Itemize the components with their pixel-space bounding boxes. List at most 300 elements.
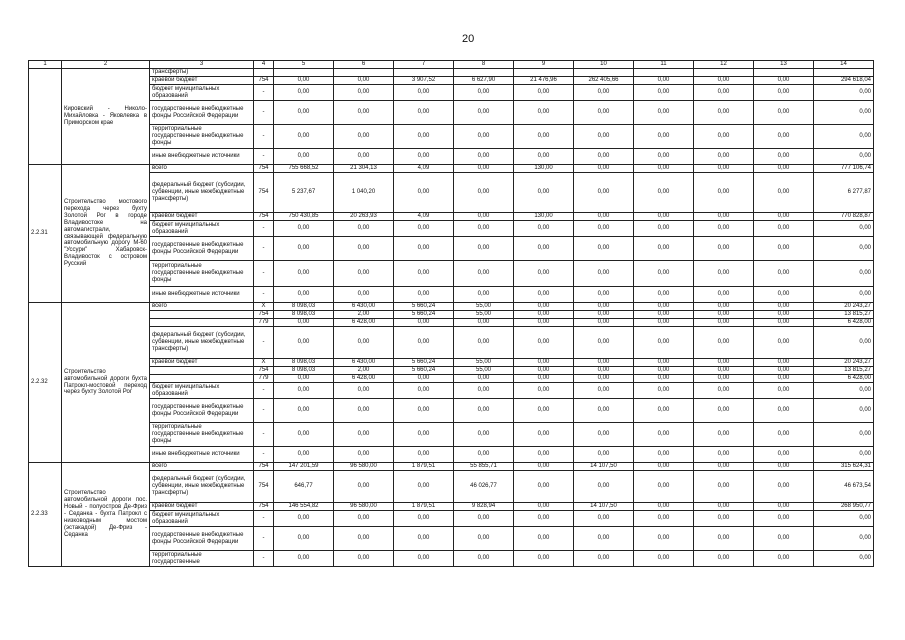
funding-source-text: федеральный бюджет (субсидии, субвенции, иные межбюджетные трансферты) <box>152 182 246 202</box>
funding-source-cell <box>150 375 254 383</box>
value-cell: 0,00 <box>274 423 334 447</box>
table-row <box>29 551 874 567</box>
value-cell: 55,00 <box>454 311 514 319</box>
value-cell: 0,00 <box>754 85 814 101</box>
value-cell: 146 554,82 <box>274 503 334 511</box>
value-cell: 0,00 <box>454 383 514 399</box>
value-cell: 0,00 <box>634 77 694 85</box>
value-cell: 0,00 <box>694 125 754 149</box>
value-cell: 0,00 <box>274 237 334 261</box>
value-cell: 1 879,51 <box>394 463 454 471</box>
value-cell: 0,00 <box>754 311 814 319</box>
funding-source-cell <box>150 383 254 399</box>
budget-code-cell: 779 <box>254 319 274 327</box>
value-cell: 0,00 <box>754 319 814 327</box>
value-cell: 0,00 <box>274 287 334 303</box>
value-cell: 0,00 <box>454 125 514 149</box>
item-name-text: Строительство автомобильной дороги пос. Новый - полуостров Де-Фриз - Седанка - бухта Патрокл с низководным мостом (эстакадой) Де-Фриз - Седанка <box>64 490 147 538</box>
value-cell: 0,00 <box>574 511 634 527</box>
value-cell: 777 106,74 <box>814 165 874 173</box>
value-cell: 0,00 <box>634 383 694 399</box>
value-cell: 0,00 <box>454 423 514 447</box>
table-row <box>29 77 874 85</box>
value-cell: 0,00 <box>454 527 514 551</box>
item-name-text: Кировский - Николо-Михайловка - Яковлевка в Приморском крае <box>64 106 147 126</box>
value-cell: 0,00 <box>754 359 814 367</box>
value-cell: 0,00 <box>514 503 574 511</box>
value-cell: 0,00 <box>514 287 574 303</box>
table-row <box>29 367 874 375</box>
value-cell: 0,00 <box>514 463 574 471</box>
value-cell: 96 580,00 <box>334 463 394 471</box>
value-cell: 0,00 <box>574 261 634 287</box>
funding-source-text: иные внебюджетные источники <box>152 451 240 458</box>
value-cell <box>814 69 874 77</box>
value-cell: 0,00 <box>814 149 874 165</box>
value-cell: 5 660,24 <box>394 367 454 375</box>
value-cell: 755 668,52 <box>274 165 334 173</box>
value-cell: 0,00 <box>394 447 454 463</box>
value-cell: 0,00 <box>454 447 514 463</box>
header-cell: 3 <box>150 61 254 69</box>
funding-source-text: иные внебюджетные источники <box>152 291 240 298</box>
value-cell: 0,00 <box>634 447 694 463</box>
value-cell: 5 660,24 <box>394 359 454 367</box>
budget-code-cell: - <box>254 511 274 527</box>
value-cell <box>454 69 514 77</box>
value-cell: 0,00 <box>454 399 514 423</box>
header-cell: 6 <box>334 61 394 69</box>
item-code-cell: 2.2.33 <box>29 463 62 567</box>
value-cell: 0,00 <box>574 213 634 221</box>
table-row <box>29 359 874 367</box>
budget-table <box>28 60 874 567</box>
item-name-text: Строительство автомобильной дороги бухта Патрокл-мостовой переход через бухту Золотой Рог <box>64 368 147 396</box>
value-cell: 0,00 <box>694 213 754 221</box>
value-cell: 46 026,77 <box>454 471 514 503</box>
funding-source-cell <box>150 101 254 125</box>
budget-code-cell: - <box>254 527 274 551</box>
value-cell: 0,00 <box>394 125 454 149</box>
value-cell: 0,00 <box>634 423 694 447</box>
funding-source-cell <box>150 311 254 319</box>
value-cell: 0,00 <box>454 173 514 213</box>
value-cell: 8 098,03 <box>274 303 334 311</box>
funding-source-cell <box>150 367 254 375</box>
budget-code-cell: - <box>254 261 274 287</box>
value-cell: 0,00 <box>754 447 814 463</box>
value-cell: 0,00 <box>694 527 754 551</box>
value-cell: 0,00 <box>454 221 514 237</box>
budget-code-cell: 754 <box>254 463 274 471</box>
value-cell: 0,00 <box>334 287 394 303</box>
value-cell: 0,00 <box>634 375 694 383</box>
value-cell: 0,00 <box>754 399 814 423</box>
item-name-cell <box>62 69 150 165</box>
value-cell: 0,00 <box>694 311 754 319</box>
funding-source-text: федеральный бюджет (субсидии, субвенции, иные межбюджетные трансферты) <box>152 332 246 352</box>
table-row <box>29 399 874 423</box>
budget-code-cell: 754 <box>254 311 274 319</box>
value-cell <box>754 69 814 77</box>
value-cell: 0,00 <box>634 261 694 287</box>
funding-source-cell <box>150 77 254 85</box>
funding-source-cell <box>150 319 254 327</box>
value-cell: 2,00 <box>334 367 394 375</box>
funding-source-text: бюджет муниципальных образований <box>152 383 220 397</box>
value-cell: 0,00 <box>754 423 814 447</box>
value-cell: 0,00 <box>694 85 754 101</box>
value-cell: 46 673,54 <box>814 471 874 503</box>
value-cell: 6 430,00 <box>334 303 394 311</box>
value-cell: 0,00 <box>814 447 874 463</box>
value-cell: 0,00 <box>454 511 514 527</box>
funding-source-text: государственные внебюджетные фонды Российской Федерации <box>152 403 244 417</box>
value-cell: 0,00 <box>514 149 574 165</box>
table-row <box>29 125 874 149</box>
budget-code-cell: X <box>254 359 274 367</box>
value-cell: 0,00 <box>694 367 754 375</box>
value-cell: 14 107,50 <box>574 463 634 471</box>
value-cell: 0,00 <box>634 165 694 173</box>
value-cell: 0,00 <box>334 471 394 503</box>
value-cell: 0,00 <box>754 149 814 165</box>
item-code-cell: 2.2.32 <box>29 303 62 463</box>
funding-source-text: федеральный бюджет (субсидии, субвенции, иные межбюджетные трансферты) <box>152 476 246 496</box>
value-cell: 0,00 <box>574 85 634 101</box>
value-cell: 0,00 <box>394 319 454 327</box>
value-cell: 0,00 <box>454 319 514 327</box>
funding-source-cell <box>150 165 254 173</box>
value-cell: 0,00 <box>574 149 634 165</box>
value-cell: 0,00 <box>514 447 574 463</box>
value-cell: 0,00 <box>274 527 334 551</box>
budget-code-cell: 754 <box>254 173 274 213</box>
table-row <box>29 213 874 221</box>
value-cell: 0,00 <box>754 367 814 375</box>
value-cell: 6 428,00 <box>334 375 394 383</box>
table-row <box>29 503 874 511</box>
header-cell: 12 <box>694 61 754 69</box>
value-cell: 0,00 <box>634 237 694 261</box>
value-cell: 0,00 <box>634 101 694 125</box>
value-cell: 0,00 <box>574 221 634 237</box>
table-row <box>29 173 874 213</box>
header-row <box>29 61 874 69</box>
value-cell: 0,00 <box>514 125 574 149</box>
value-cell: 0,00 <box>334 237 394 261</box>
funding-source-cell <box>150 471 254 503</box>
value-cell: 0,00 <box>694 149 754 165</box>
value-cell: 0,00 <box>274 511 334 527</box>
value-cell: 0,00 <box>574 319 634 327</box>
value-cell: 0,00 <box>694 375 754 383</box>
value-cell: 0,00 <box>514 511 574 527</box>
value-cell: 0,00 <box>454 213 514 221</box>
value-cell: 0,00 <box>514 375 574 383</box>
item-name-cell <box>62 463 150 567</box>
value-cell: 0,00 <box>694 101 754 125</box>
funding-source-text: краевой бюджет <box>152 359 198 366</box>
value-cell: 14 107,50 <box>574 503 634 511</box>
table-row <box>29 511 874 527</box>
value-cell: 0,00 <box>694 165 754 173</box>
value-cell: 0,00 <box>814 527 874 551</box>
value-cell: 0,00 <box>694 447 754 463</box>
value-cell: 0,00 <box>454 287 514 303</box>
table-row <box>29 85 874 101</box>
value-cell: 0,00 <box>514 85 574 101</box>
value-cell: 0,00 <box>814 85 874 101</box>
budget-code-cell: - <box>254 221 274 237</box>
budget-code-cell: - <box>254 101 274 125</box>
funding-source-cell <box>150 303 254 311</box>
page-number: 20 <box>462 33 475 45</box>
value-cell: 0,00 <box>694 463 754 471</box>
value-cell: 0,00 <box>394 383 454 399</box>
table-row <box>29 375 874 383</box>
value-cell: 0,00 <box>574 303 634 311</box>
value-cell: 0,00 <box>394 471 454 503</box>
table-row <box>29 237 874 261</box>
value-cell: 0,00 <box>514 237 574 261</box>
funding-source-cell <box>150 213 254 221</box>
funding-source-cell <box>150 85 254 101</box>
value-cell: 0,00 <box>514 551 574 567</box>
budget-code-cell: - <box>254 383 274 399</box>
value-cell: 0,00 <box>334 101 394 125</box>
value-cell: 1 040,20 <box>334 173 394 213</box>
value-cell: 55,00 <box>454 367 514 375</box>
value-cell: 0,00 <box>514 471 574 503</box>
value-cell: 21 476,96 <box>514 77 574 85</box>
value-cell: 0,00 <box>694 319 754 327</box>
funding-source-text: всего <box>152 303 167 310</box>
value-cell: 0,00 <box>754 165 814 173</box>
value-cell: 20 243,27 <box>814 303 874 311</box>
value-cell: 0,00 <box>274 125 334 149</box>
value-cell: 0,00 <box>634 463 694 471</box>
value-cell: 0,00 <box>814 399 874 423</box>
value-cell: 0,00 <box>694 399 754 423</box>
value-cell: 0,00 <box>574 165 634 173</box>
value-cell: 0,00 <box>694 383 754 399</box>
table-row <box>29 423 874 447</box>
funding-source-text: краевой бюджет <box>152 213 198 220</box>
value-cell: 21 304,13 <box>334 165 394 173</box>
item-name-cell <box>62 303 150 463</box>
value-cell: 0,00 <box>754 77 814 85</box>
value-cell: 0,00 <box>274 149 334 165</box>
value-cell: 646,77 <box>274 471 334 503</box>
value-cell: 0,00 <box>274 85 334 101</box>
value-cell: 0,00 <box>694 303 754 311</box>
value-cell: 6 627,90 <box>454 77 514 85</box>
value-cell: 0,00 <box>634 173 694 213</box>
value-cell: 0,00 <box>694 551 754 567</box>
value-cell: 55 855,71 <box>454 463 514 471</box>
funding-source-cell <box>150 423 254 447</box>
value-cell: 0,00 <box>334 551 394 567</box>
value-cell: 1 879,51 <box>394 503 454 511</box>
value-cell: 0,00 <box>634 319 694 327</box>
value-cell: 0,00 <box>334 383 394 399</box>
value-cell: 0,00 <box>274 77 334 85</box>
value-cell: 0,00 <box>394 237 454 261</box>
value-cell: 5 660,24 <box>394 311 454 319</box>
budget-code-cell: 754 <box>254 367 274 375</box>
value-cell: 0,00 <box>334 447 394 463</box>
value-cell: 0,00 <box>574 287 634 303</box>
value-cell: 0,00 <box>694 423 754 447</box>
value-cell: 0,00 <box>754 463 814 471</box>
value-cell: 0,00 <box>634 367 694 375</box>
value-cell: 0,00 <box>754 375 814 383</box>
value-cell: 0,00 <box>514 327 574 359</box>
value-cell: 0,00 <box>634 551 694 567</box>
budget-code-cell: X <box>254 303 274 311</box>
value-cell: 0,00 <box>634 311 694 319</box>
value-cell: 0,00 <box>754 221 814 237</box>
value-cell: 0,00 <box>454 261 514 287</box>
header-cell: 4 <box>254 61 274 69</box>
value-cell: 0,00 <box>814 101 874 125</box>
funding-source-cell <box>150 149 254 165</box>
value-cell: 130,00 <box>514 165 574 173</box>
value-cell: 0,00 <box>274 375 334 383</box>
budget-code-cell: 754 <box>254 77 274 85</box>
table-row <box>29 221 874 237</box>
funding-source-cell <box>150 527 254 551</box>
value-cell: 0,00 <box>394 423 454 447</box>
value-cell: 0,00 <box>334 261 394 287</box>
value-cell: 0,00 <box>454 327 514 359</box>
item-code-cell <box>29 69 62 165</box>
table-row <box>29 101 874 125</box>
value-cell: 0,00 <box>574 367 634 375</box>
value-cell: 0,00 <box>574 359 634 367</box>
value-cell: 0,00 <box>334 125 394 149</box>
budget-code-cell: 754 <box>254 471 274 503</box>
value-cell: 0,00 <box>334 221 394 237</box>
value-cell: 0,00 <box>334 149 394 165</box>
value-cell: 0,00 <box>394 101 454 125</box>
value-cell: 5 237,67 <box>274 173 334 213</box>
value-cell: 0,00 <box>334 85 394 101</box>
value-cell <box>574 69 634 77</box>
value-cell: 2,00 <box>334 311 394 319</box>
value-cell: 0,00 <box>274 551 334 567</box>
value-cell: 0,00 <box>634 221 694 237</box>
value-cell: 0,00 <box>574 311 634 319</box>
value-cell: 0,00 <box>394 375 454 383</box>
value-cell: 0,00 <box>754 551 814 567</box>
value-cell: 294 618,04 <box>814 77 874 85</box>
table-row <box>29 471 874 503</box>
value-cell: 0,00 <box>274 383 334 399</box>
funding-source-cell <box>150 447 254 463</box>
funding-source-cell <box>150 511 254 527</box>
value-cell: 0,00 <box>814 327 874 359</box>
table-row <box>29 527 874 551</box>
value-cell: 0,00 <box>574 237 634 261</box>
value-cell: 6 428,00 <box>814 375 874 383</box>
value-cell: 55,00 <box>454 359 514 367</box>
value-cell: 0,00 <box>694 237 754 261</box>
value-cell: 8 098,03 <box>274 311 334 319</box>
value-cell: 0,00 <box>334 511 394 527</box>
table-row <box>29 383 874 399</box>
value-cell: 0,00 <box>574 527 634 551</box>
funding-source-cell <box>150 327 254 359</box>
value-cell: 0,00 <box>634 327 694 359</box>
value-cell: 0,00 <box>394 327 454 359</box>
table-body <box>29 61 874 567</box>
value-cell: 0,00 <box>754 237 814 261</box>
budget-code-cell: - <box>254 287 274 303</box>
funding-source-cell <box>150 551 254 567</box>
value-cell: 0,00 <box>334 77 394 85</box>
value-cell: 0,00 <box>334 327 394 359</box>
budget-code-cell: - <box>254 149 274 165</box>
value-cell: 13 815,27 <box>814 311 874 319</box>
value-cell: 0,00 <box>814 125 874 149</box>
funding-source-text: бюджет муниципальных образований <box>152 85 220 99</box>
value-cell: 0,00 <box>694 173 754 213</box>
value-cell: 0,00 <box>694 327 754 359</box>
header-cell: 13 <box>754 61 814 69</box>
funding-source-cell <box>150 399 254 423</box>
value-cell: 0,00 <box>814 551 874 567</box>
header-cell: 2 <box>62 61 150 69</box>
value-cell: 0,00 <box>274 447 334 463</box>
header-cell: 8 <box>454 61 514 69</box>
value-cell: 0,00 <box>754 125 814 149</box>
funding-source-cell <box>150 69 254 77</box>
budget-code-cell: - <box>254 125 274 149</box>
table-row <box>29 69 874 77</box>
value-cell: 0,00 <box>394 511 454 527</box>
header-cell: 10 <box>574 61 634 69</box>
value-cell: 262 405,66 <box>574 77 634 85</box>
value-cell: 0,00 <box>574 399 634 423</box>
value-cell: 0,00 <box>574 101 634 125</box>
value-cell: 0,00 <box>574 375 634 383</box>
funding-source-text: бюджет муниципальных образований <box>152 511 220 525</box>
value-cell: 268 950,77 <box>814 503 874 511</box>
value-cell: 0,00 <box>634 471 694 503</box>
value-cell: 0,00 <box>274 261 334 287</box>
value-cell: 0,00 <box>394 399 454 423</box>
funding-source-text: бюджет муниципальных образований <box>152 221 220 235</box>
value-cell: 0,00 <box>514 367 574 375</box>
value-cell: 0,00 <box>754 213 814 221</box>
funding-source-cell <box>150 221 254 237</box>
value-cell: 0,00 <box>574 551 634 567</box>
header-cell: 9 <box>514 61 574 69</box>
value-cell: 770 828,87 <box>814 213 874 221</box>
value-cell <box>634 69 694 77</box>
value-cell: 0,00 <box>814 237 874 261</box>
value-cell: 0,00 <box>634 125 694 149</box>
value-cell: 0,00 <box>574 471 634 503</box>
funding-source-cell <box>150 287 254 303</box>
table-row <box>29 463 874 471</box>
budget-code-cell: - <box>254 237 274 261</box>
value-cell: 0,00 <box>634 149 694 165</box>
value-cell: 0,00 <box>814 221 874 237</box>
value-cell: 0,00 <box>814 261 874 287</box>
